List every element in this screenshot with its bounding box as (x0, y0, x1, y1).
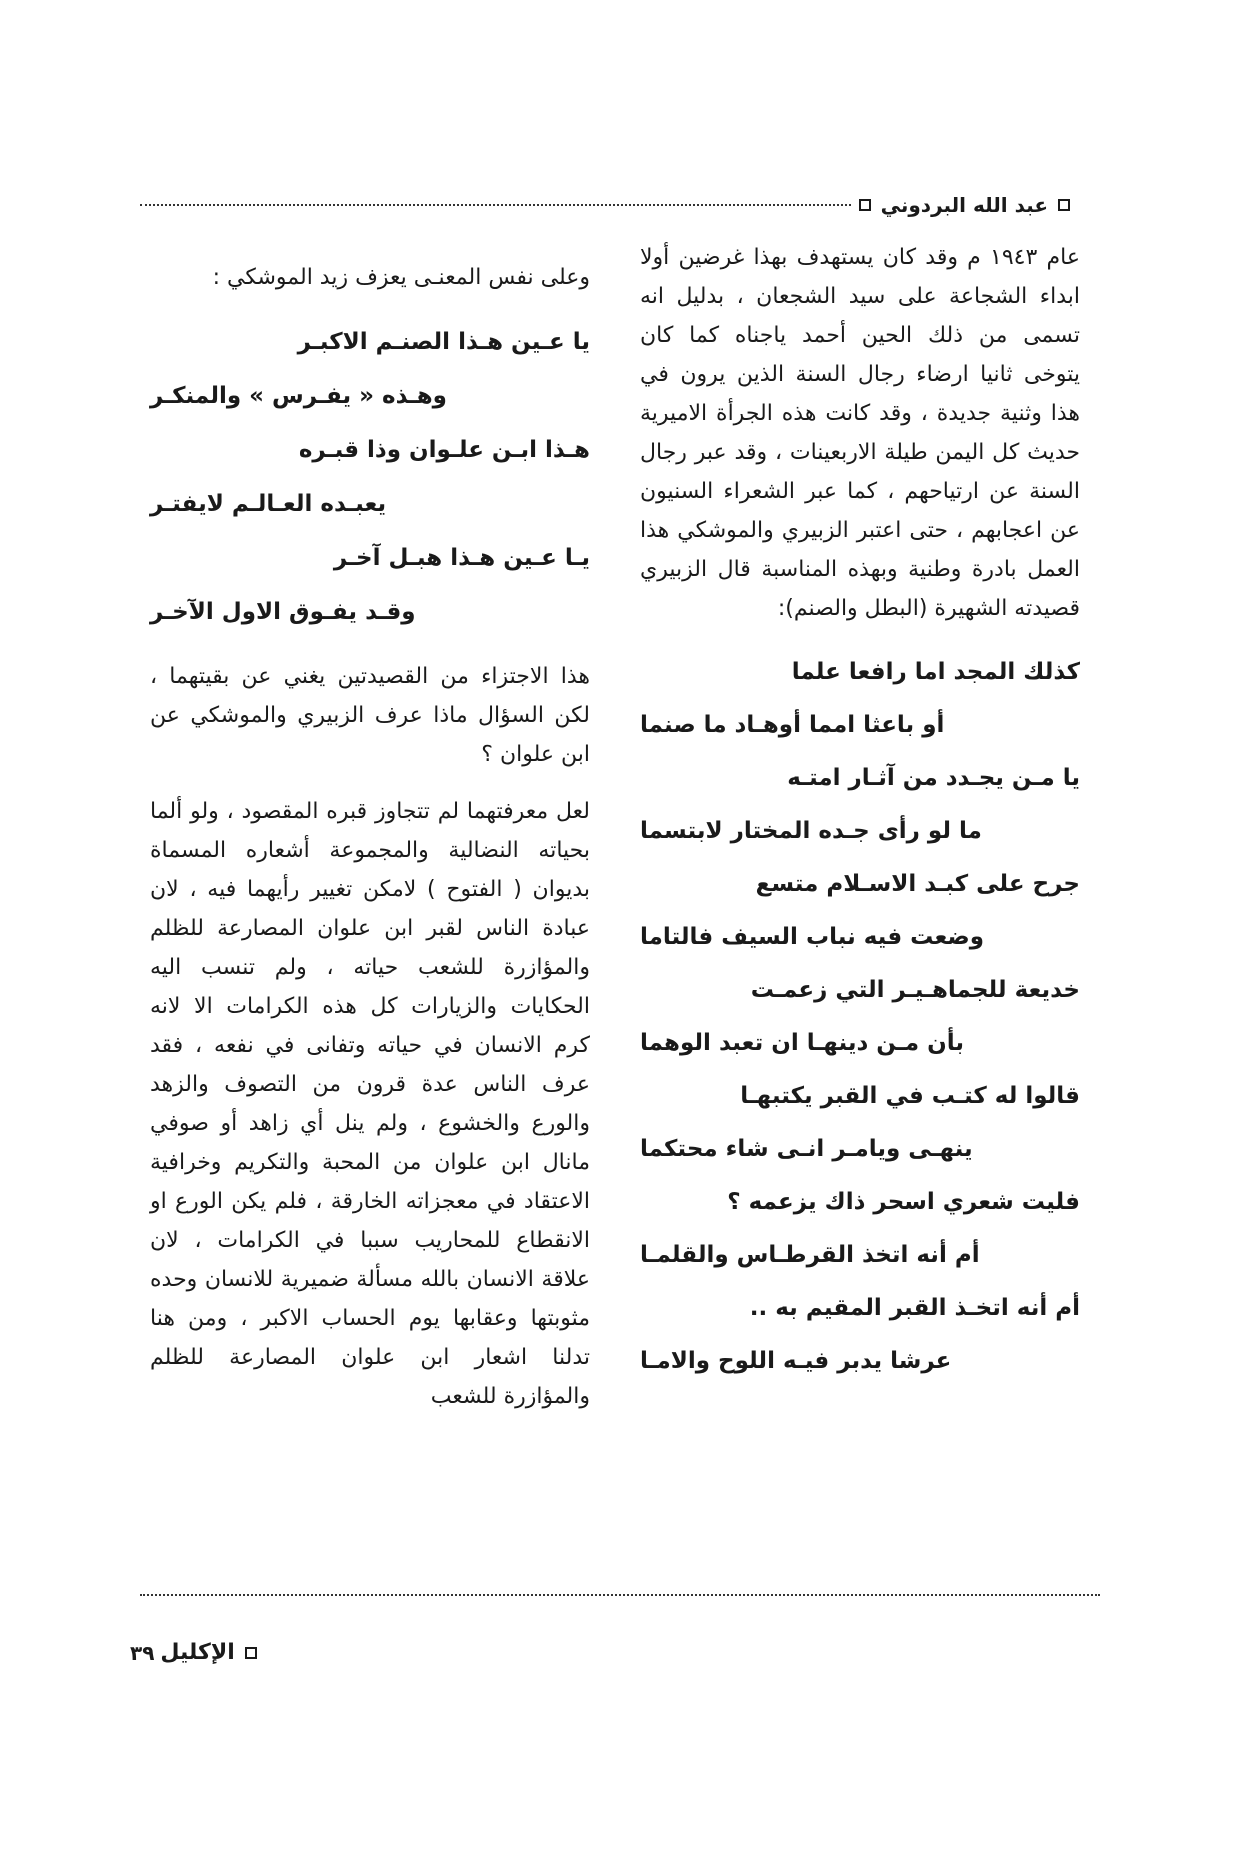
poem-verse: وضعت فيه نباب السيف فالتاما (640, 924, 984, 950)
poem-verse: عرشا يدبر فيـه اللوح والامـا (640, 1348, 952, 1374)
page-footer (130, 1640, 257, 1665)
poem-verse: يا مـن يجـدد من آثـار امتـه (787, 765, 1080, 791)
poem-verse: ما لو رأى جـده المختار لابتسما (640, 818, 982, 844)
right-column (640, 238, 1080, 1406)
left-paragraph-1: هذا الاجتزاء من القصيدتين يغني عن بقيتهما ، لكن السؤال ماذا عرف الزبيري والموشكي عن ابن علوان ؟ (150, 664, 590, 767)
poem-verse: وقـد يفـوق الاول الآخـر (150, 599, 416, 625)
header-square-icon (1058, 199, 1070, 211)
left-column (150, 258, 590, 1434)
poem-verse: أم أنه اتخـذ القبر المقيم به .. (749, 1295, 1080, 1321)
poem-verse: أم أنه اتخذ القرطـاس والقلمـا (640, 1242, 980, 1268)
poem-verse: فليت شعري اسحر ذاك يزعمه ؟ (727, 1189, 1080, 1215)
header-dotted-rule (140, 204, 851, 206)
poem-verse: أو باعثا امما أوهـاد ما صنما (640, 712, 945, 738)
left-paragraph-2: لعل معرفتهما لم تتجاوز قبره المقصود ، ولو ألما بحياته النضالية والمجموعة أشعاره المسماة بديوان ( الفتوح ) لامكن تغيير رأيهما فيه ، لان عبادة الناس لقبر ابن علوان المصارعة للظلم والمؤازرة للشعب حياته ، ولم تنسب اليه الحكايات والزيارات كل هذه الكرامات الا لانه كرم الانسان في حياته وتفانى في نفعه ، فقد عرف الناس عدة قرون من التصوف والزهد والورع والخشوع ، ولم ينل أي زاهد أو صوفي مانال ابن علوان من المحبة والتكريم وخرافية الاعتقاد في معجزاته الخارقة ، فلم يكن الورع او الانقطاع للمحاريب سببا في الكرامات ، لان علاقة الانسان بالله مسألة ضميرية للانسان وحده مثوبتها وعقابها يوم الحساب الاكبر ، ومن هنا تدلنا اشعار ابن علوان المصارعة للظلم والمؤازرة للشعب (150, 799, 590, 1409)
page-number: ٣٩ (130, 1640, 155, 1665)
header-author: عبد الله البردوني (880, 193, 1048, 217)
footer-square-icon (245, 1647, 257, 1659)
page-header (140, 180, 1070, 230)
poem-verse: ينهـى ويامـر انـى شاء محتكما (640, 1136, 973, 1162)
left-intro: وعلى نفس المعنـى يعزف زيد الموشكي : (212, 265, 590, 290)
footer-magazine-name: الإكليل (160, 1640, 235, 1665)
poem-verse: كذلك المجد اما رافعا علما (791, 659, 1080, 685)
poem-verse: وهـذه « يفـرس » والمنكـر (150, 383, 447, 409)
poem-verse: خديعة للجماهـيـر التي زعمـت (750, 977, 1080, 1003)
poem-verse: جرح على كبـد الاسـلام متسع (755, 871, 1080, 897)
poem-verse: بأن مـن دينهـا ان تعبد الوهما (640, 1030, 964, 1056)
right-paragraph: عام ١٩٤٣ م وقد كان يستهدف بهذا غرضين أولا ابداء الشجاعة على سيد الشجعان ، بدليل انه تسمى من ذلك الحين أحمد ياجناه كما كان يتوخى ثانيا ارضاء رجال السنة الذين يرون في هذا وثنية جديدة ، وقد كانت هذه الجرأة الاميرية حديث كل اليمن طيلة الاربعينات ، وقد عبر رجال السنة عن ارتياحهم ، كما عبر الشعراء السنيون عن اعجابهم ، حتى اعتبر الزبيري والموشكي هذا العمل بادرة وطنية وبهذه المناسبة قال الزبيري قصيدته الشهيرة (البطل والصنم): (640, 245, 1080, 621)
header-square-icon (859, 199, 871, 211)
moshki-poem (150, 315, 590, 639)
poem-verse: قالوا له كتـب في القبر يكتبهـا (740, 1083, 1080, 1109)
poem-verse: هـذا ابـن علـوان وذا قبـره (298, 437, 590, 463)
footer-dotted-rule (140, 1594, 1100, 1596)
poem-verse: يـا عـين هـذا هبـل آخـر (333, 545, 590, 571)
poem-verse: يعبـده العـالـم لايفتـر (150, 491, 387, 517)
poem-verse: يا عـين هـذا الصنـم الاكبـر (297, 329, 590, 355)
zubairi-poem (640, 646, 1080, 1388)
